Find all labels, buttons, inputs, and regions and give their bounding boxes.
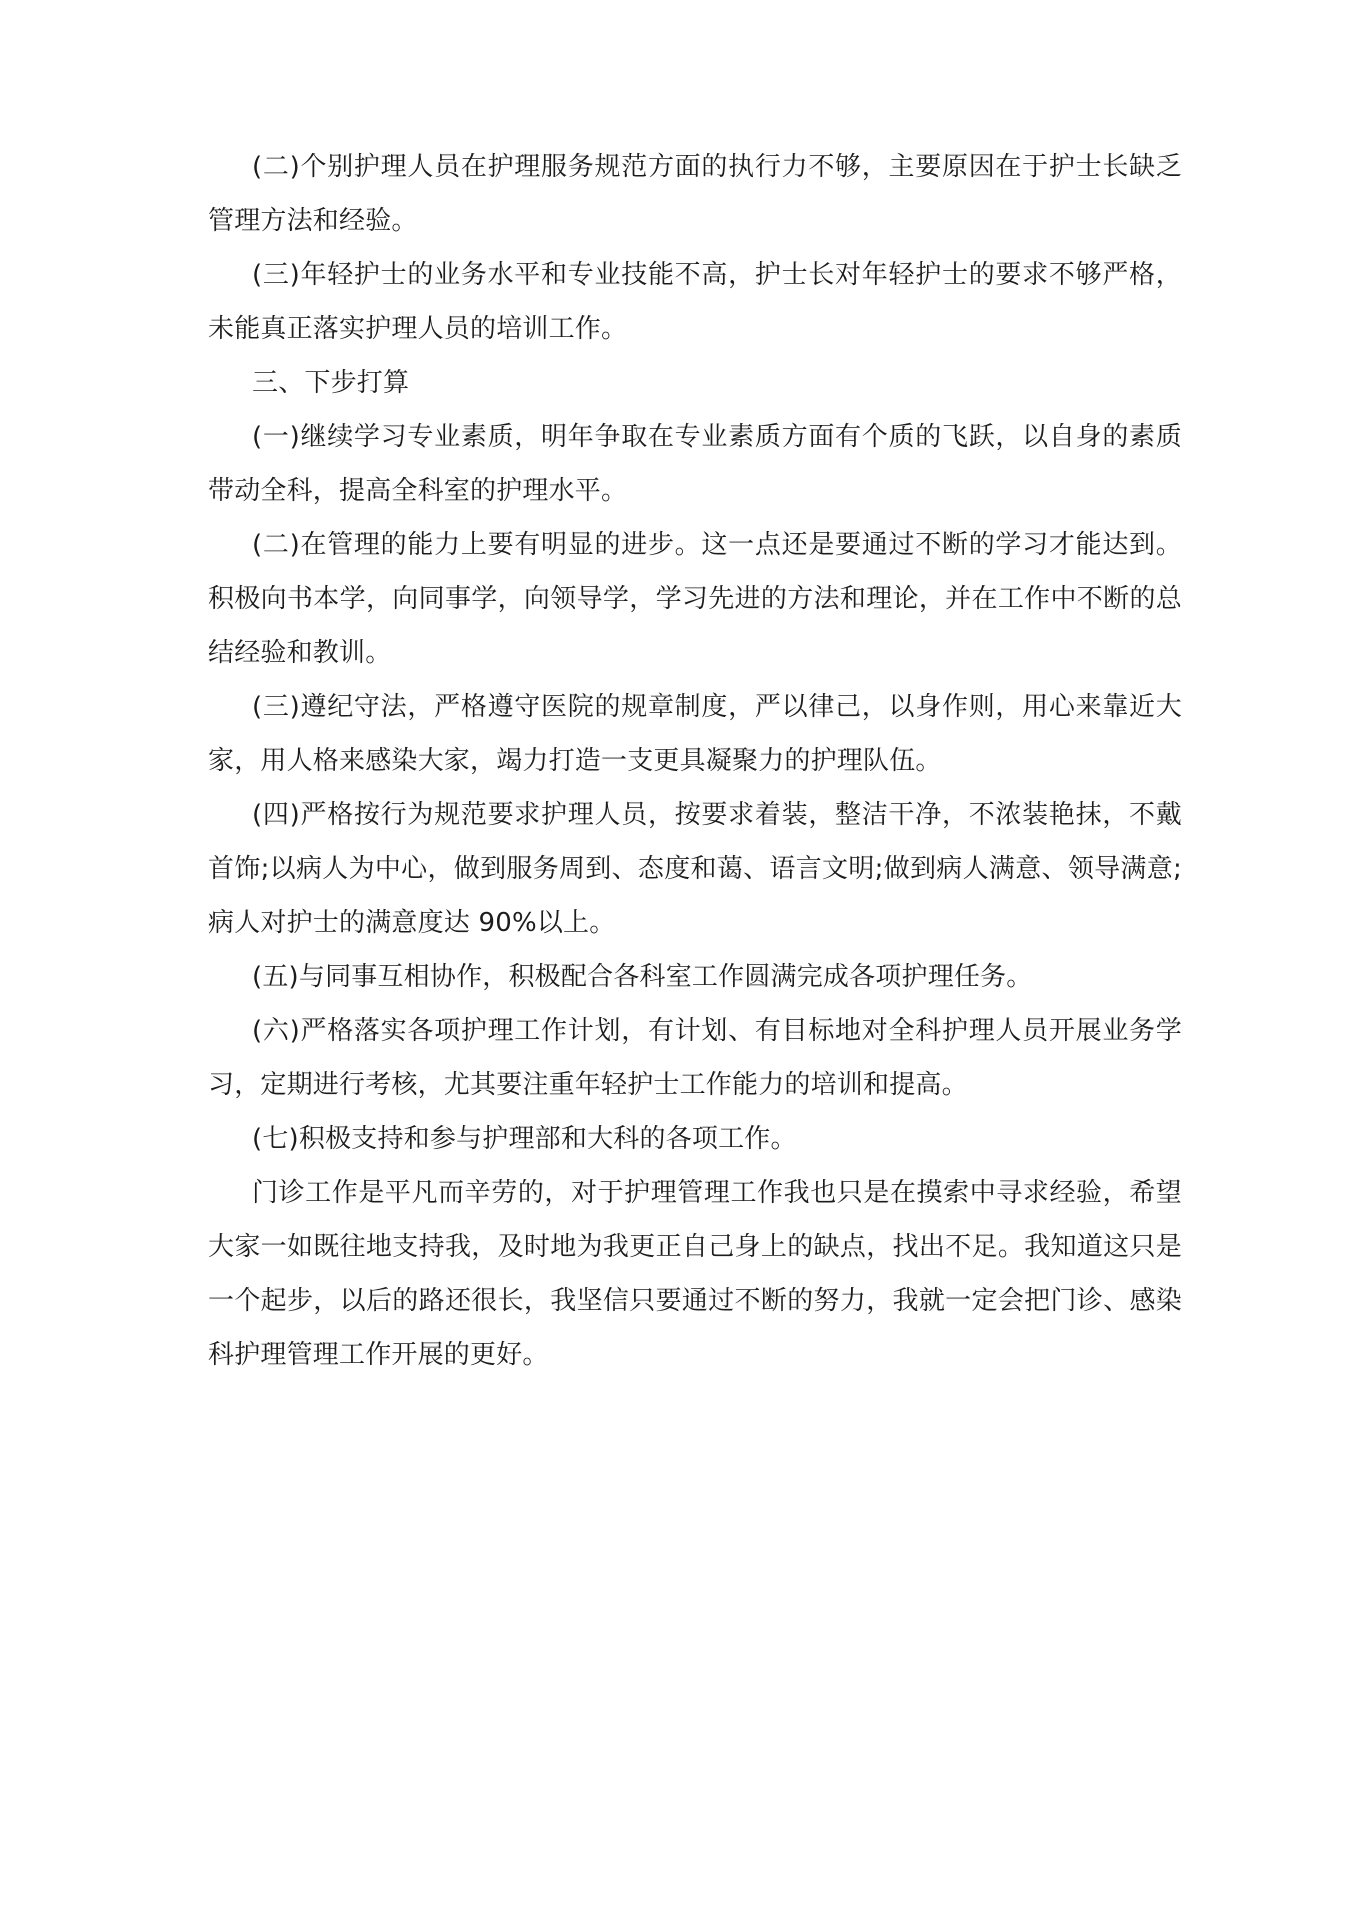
paragraph-conclusion: 门诊工作是平凡而辛劳的，对于护理管理工作我也只是在摸索中寻求经验，希望大家一如既往地支持我，及时地为我更正自己身上的缺点，找出不足。我知道这只是一个起步，以后的路还很长，我坚信只要通过不断的努力，我就一定会把门诊、感染科护理管理工作开展的更好。 [208, 1178, 1182, 1370]
paragraph-plan-2: (二)在管理的能力上要有明显的进步。这一点还是要通过不断的学习才能达到。积极向书本学，向同事学，向领导学，学习先进的方法和理论，并在工作中不断的总结经验和教训。 [208, 530, 1182, 668]
paragraph-issue-2: (二)个别护理人员在护理服务规范方面的执行力不够，主要原因在于护士长缺乏管理方法和经验。 [208, 152, 1182, 236]
paragraph-plan-1: (一)继续学习专业素质，明年争取在专业素质方面有个质的飞跃，以自身的素质带动全科，提高全科室的护理水平。 [208, 422, 1182, 506]
paragraph-issue-3: (三)年轻护士的业务水平和专业技能不高，护士长对年轻护士的要求不够严格，未能真正落实护理人员的培训工作。 [208, 260, 1182, 344]
paragraph-plan-3: (三)遵纪守法，严格遵守医院的规章制度，严以律己，以身作则，用心来靠近大家，用人格来感染大家，竭力打造一支更具凝聚力的护理队伍。 [208, 692, 1182, 776]
paragraph-plan-4: (四)严格按行为规范要求护理人员，按要求着装，整洁干净，不浓装艳抹，不戴首饰;以病人为中心，做到服务周到、态度和蔼、语言文明;做到病人满意、领导满意;病人对护士的满意度达 90%以上。 [208, 800, 1182, 938]
section-heading-next-steps: 三、下步打算 [252, 368, 410, 398]
paragraph-plan-7: (七)积极支持和参与护理部和大科的各项工作。 [252, 1124, 797, 1154]
document-body [208, 140, 1182, 1382]
paragraph-plan-6: (六)严格落实各项护理工作计划，有计划、有目标地对全科护理人员开展业务学习，定期进行考核，尤其要注重年轻护士工作能力的培训和提高。 [208, 1016, 1182, 1100]
paragraph-plan-5: (五)与同事互相协作，积极配合各科室工作圆满完成各项护理任务。 [252, 962, 1033, 992]
